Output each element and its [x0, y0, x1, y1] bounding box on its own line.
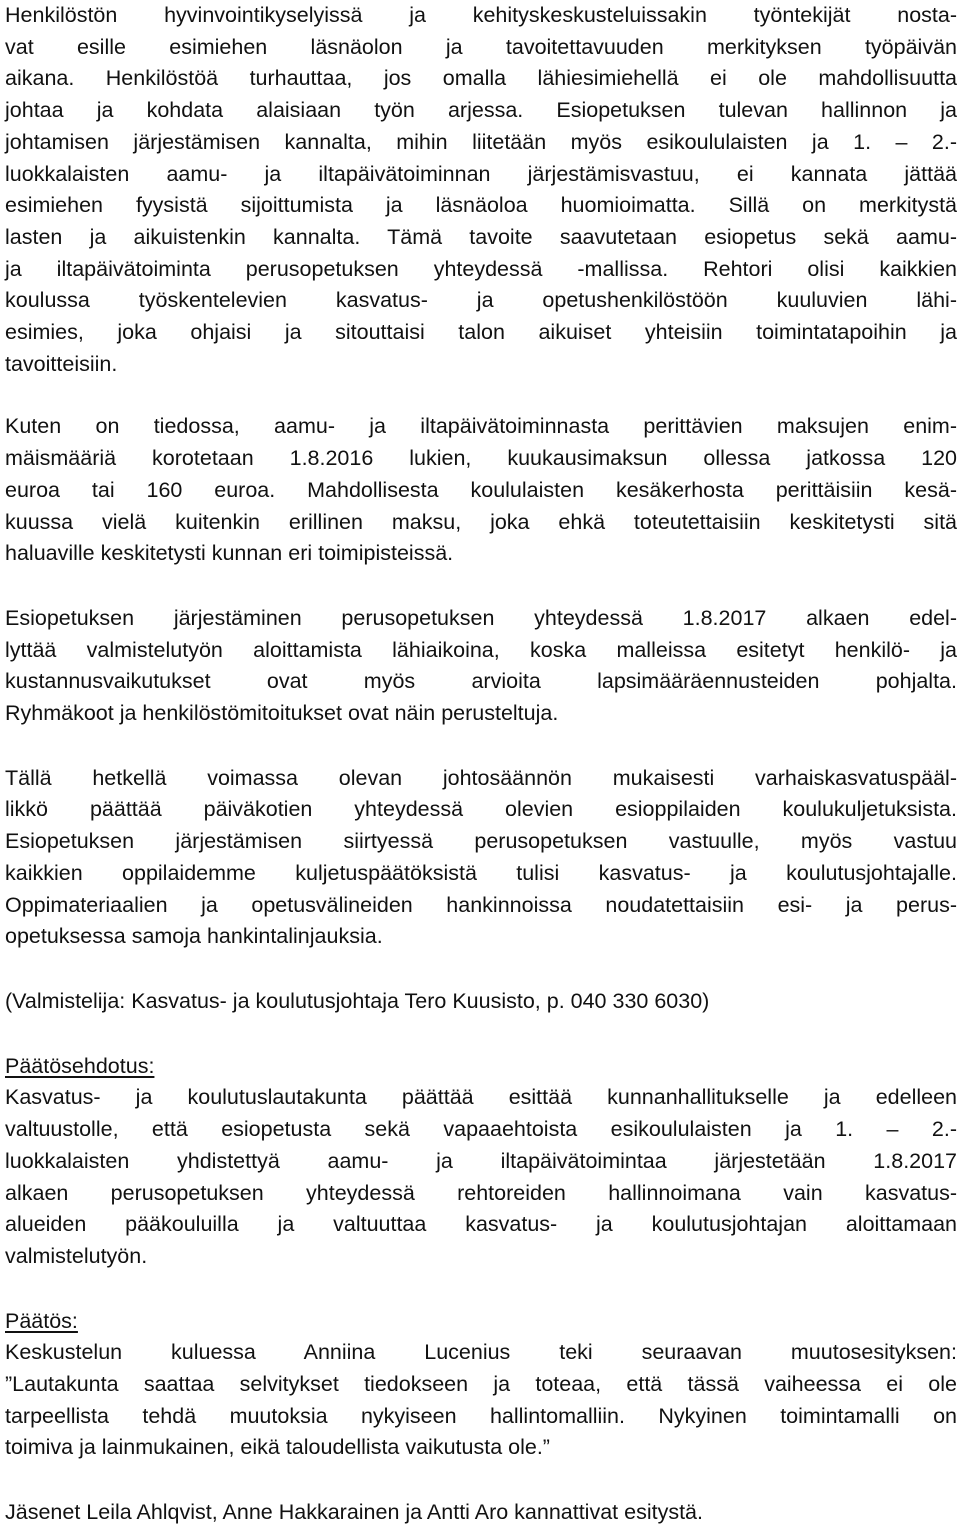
paragraph-transport-decisions [5, 763, 957, 953]
text-line: valmistelutyön. [5, 1243, 148, 1268]
text-line: Tällä hetkellä voimassa olevan johtosäännön mukaisesti varhaiskasvatuspääl- [5, 765, 957, 790]
text-line: luokkalaisten yhdistettyä aamu- ja iltapäivätoimintaa järjestetään 1.8.2017 [5, 1148, 957, 1173]
decision-section [5, 1306, 957, 1465]
text-line: kuussa vielä kuitenkin erillinen maksu, joka ehkä toteutettaisiin keskitetysti sitä [5, 509, 957, 534]
text-line: alueiden pääkouluilla ja valtuuttaa kasvatus- ja koulutusjohtajan aloittamaan [5, 1212, 957, 1237]
text-line: Ryhmäkoot ja henkilöstömitoitukset ovat näin perusteltuja. [5, 701, 559, 726]
text-line: tavoitteisiin. [5, 351, 118, 376]
text-line: toimiva ja lainmukainen, eikä taloudellista vaikutusta ole.” [5, 1435, 550, 1460]
text-line: koulussa työskentelevien kasvatus- ja opetushenkilöstöön kuuluvien lähi- [5, 288, 957, 313]
text-line: Oppimateriaalien ja opetusvälineiden hankinnoissa noudatettaisiin esi- ja perus- [5, 892, 957, 917]
text-line: Esiopetuksen järjestämisen siirtyessä perusopetuksen vastuulle, myös vastuu [5, 829, 957, 854]
text-line: aikana. Henkilöstöä turhauttaa, jos omalla lähiesimiehellä ei ole mahdollisuutta [5, 66, 957, 91]
text-line: opetuksessa samoja hankintalinjauksia. [5, 924, 383, 949]
text-line: Kuten on tiedossa, aamu- ja iltapäivätoiminnasta perittävien maksujen enim- [5, 414, 957, 439]
text-line: valtuustolle, että esiopetusta sekä vapaaehtoista esikoululaisten ja 1. – 2.- [5, 1117, 957, 1142]
text-line: Keskustelun kuluessa Anniina Lucenius teki seuraavan muutosesityksen: [5, 1340, 957, 1365]
supporters-line: Jäsenet Leila Ahlqvist, Anne Hakkarainen ja Antti Aro kannattivat esitystä. [5, 1500, 703, 1525]
text-line: tarpeellista tehdä muutoksia nykyiseen hallintomalliin. Nykyinen toimintamalli on [5, 1403, 957, 1428]
text-line: euroa tai 160 euroa. Mahdollisesta koululaisten kesäkerhosta perittäisiin kesä- [5, 477, 957, 502]
text-line: luokkalaisten aamu- ja iltapäivätoiminnan järjestämisvastuu, ei kannata jättää [5, 161, 957, 186]
text-line: esimiehen fyysistä sijoittumista ja läsnäoloa huomioimatta. Sillä on merkitystä [5, 193, 957, 218]
text-line: Kasvatus- ja koulutuslautakunta päättää esittää kunnanhallitukselle ja edelleen [5, 1085, 957, 1110]
text-line: likkö päättää päiväkotien yhteydessä olevien esioppilaiden koulukuljetuksista. [5, 797, 957, 822]
text-line: esimies, joka ohjaisi ja sitouttaisi talon aikuiset yhteisiin toimintatapoihin ja [5, 320, 957, 345]
text-line: vat esille esimiehen läsnäolon ja tavoitettavuuden merkityksen työpäivän [5, 34, 957, 59]
text-line: johtaa ja kohdata alaisiaan työn arjessa. Esiopetuksen tulevan hallinnon ja [5, 98, 957, 123]
proposal-heading [5, 1051, 957, 1083]
text-line: Esiopetuksen järjestäminen perusopetuksen yhteydessä 1.8.2017 alkaen edel- [5, 605, 957, 630]
text-line: lyttää valmistelutyön aloittamista lähiaikoina, koska malleissa esitetyt henkilö- ja [5, 637, 957, 662]
text-line: ja iltapäivätoiminta perusopetuksen yhteydessä -mallissa. Rehtori olisi kaikkien [5, 256, 957, 281]
text-line: kustannusvaikutukset ovat myös arvioita lapsimääräennusteiden pohjalta. [5, 669, 957, 694]
text-line: alkaen perusopetuksen yhteydessä rehtoreiden hallinnoimana vain kasvatus- [5, 1180, 957, 1205]
text-line: kaikkien oppilaidemme kuljetuspäätöksistä tulisi kasvatus- ja koulutusjohtajalle. [5, 860, 957, 885]
text-line: johtamisen järjestämisen kannalta, mihin liitetään myös esikoululaisten ja 1. – 2.- [5, 129, 957, 154]
proposal-heading-text: Päätösehdotus: [5, 1053, 155, 1078]
decision-heading-text: Päätös: [5, 1308, 78, 1333]
text-line: haluaville keskitetysti kunnan eri toimipisteissä. [5, 541, 454, 566]
paragraph-fees [5, 411, 957, 570]
supporters-note [5, 1497, 957, 1529]
text-line: ”Lautakunta saattaa selvitykset tiedokseen ja toteaa, että tässä vaiheessa ei ole [5, 1372, 957, 1397]
text-line: mäismääriä korotetaan 1.8.2016 lukien, kuukausimaksun ollessa jatkossa 120 [5, 446, 957, 471]
decision-heading [5, 1306, 957, 1338]
decision-proposal-section [5, 1051, 957, 1273]
preparer-note [5, 986, 957, 1018]
text-line: lasten ja aikuistenkin kannalta. Tämä tavoite saavutetaan esiopetus sekä aamu- [5, 224, 957, 249]
document-page [5, 0, 957, 1529]
paragraph-staff-wellbeing [5, 0, 957, 380]
text-line: Henkilöstön hyvinvointikyselyissä ja kehityskeskusteluissakin työntekijät nosta- [5, 3, 957, 27]
paragraph-preschool-organization [5, 603, 957, 730]
preparer-line: (Valmistelija: Kasvatus- ja koulutusjohtaja Tero Kuusisto, p. 040 330 6030) [5, 988, 710, 1013]
